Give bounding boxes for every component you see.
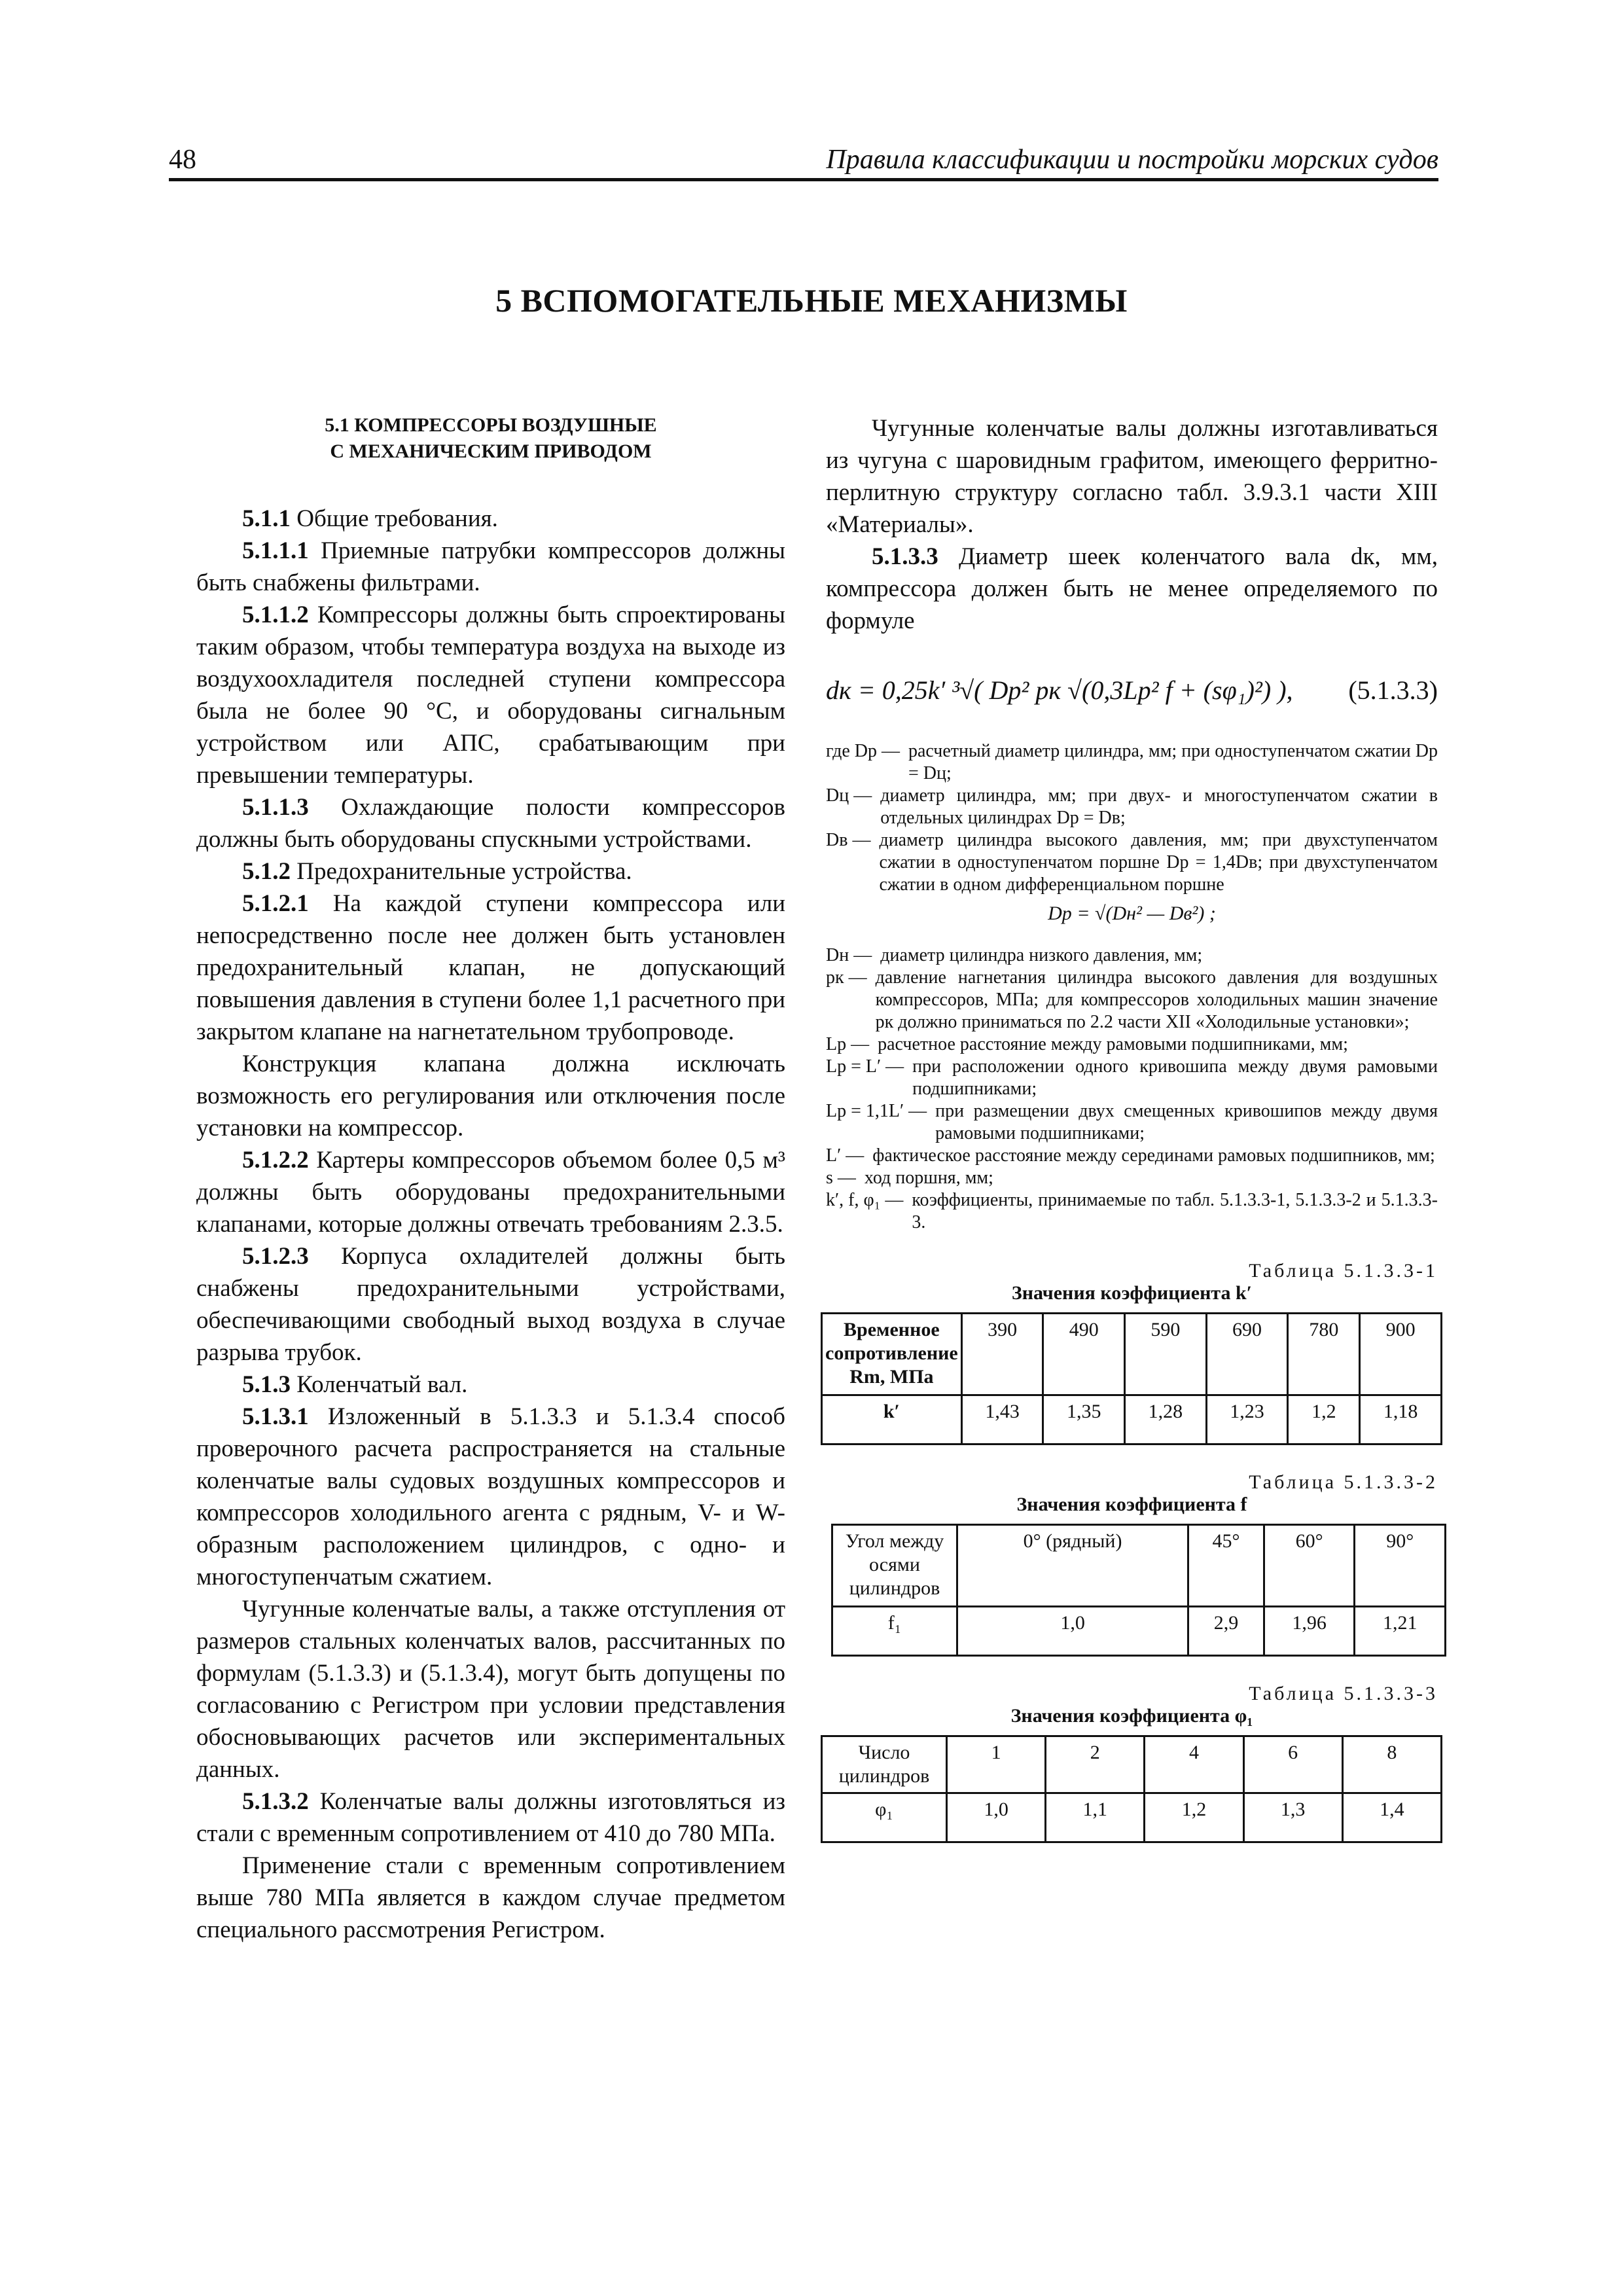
definition-symbol: Dв — [826,830,876,850]
paragraph-text: Корпуса охладителей должны быть снабжены предохранительными устройствами, обеспечивающими свободный выход воздуха в случае разрыва трубок. [196,1243,785,1366]
clause-number: 5.1.2 [242,858,291,885]
table-cell: 1,2 [1145,1793,1243,1842]
chapter-title: 5 ВСПОМОГАТЕЛЬНЫЕ МЕХАНИЗМЫ [495,282,1128,319]
paragraph [196,1785,785,1850]
paragraph [196,1144,785,1240]
table-cell: 2,9 [1188,1607,1264,1656]
table-cell: 1,96 [1264,1607,1355,1656]
definition-text: при размещении двух смещенных кривошипов между двумя рамовыми подшипниками; [935,1101,1438,1143]
paragraph [196,1850,785,1946]
definition-symbol: Lр = 1,1L′ — [826,1101,932,1121]
definition-item [826,785,1438,829]
right-body [826,412,1438,637]
paragraph [196,1593,785,1785]
clause-number: 5.1.3.1 [242,1403,309,1430]
definition-item [826,967,1438,1033]
definition-symbol: Dн — [826,945,877,965]
table-row [822,1793,1442,1842]
formula-expression: dк = 0,25k′ ³√( Dр² pк √(0,3Lр² f + (sφ₁)²) ), [826,675,1293,705]
paragraph [196,599,785,791]
paragraph-text: Коленчатые валы должны изготовляться из стали с временным сопротивлением от 410 до 780 МПа. [196,1788,785,1847]
table-label: Таблица 5.1.3.3-3 [1249,1683,1438,1704]
definition-symbol: Lр = L′ — [826,1056,909,1077]
definition-text: диаметр цилиндра низкого давления, мм; [880,945,1203,965]
definition-item [826,1056,1438,1100]
table-cell: 1,18 [1360,1395,1442,1444]
paragraph-text: Чугунные коленчатые валы должны изготавливаться из чугуна с шаровидным графитом, имеющего ферритно-перлитную структуру согласно табл. 3.9.3.1 части XIII «Материалы». [826,415,1438,538]
table-5-1-3-3-3 [826,1683,1438,1843]
coefficient-table [821,1735,1442,1843]
formula-number: (5.1.3.3) [1348,675,1438,705]
table-row-header: φ₁ [822,1793,947,1842]
table-cell: 900 [1360,1314,1442,1395]
paragraph-text: Общие требования. [291,505,498,532]
table-cell: 490 [1043,1314,1125,1395]
table-cell: 1,43 [961,1395,1043,1444]
definition-item [826,1167,1438,1189]
clause-number: 5.1.2.2 [242,1147,309,1174]
definition-symbol: где Dр — [826,741,904,761]
section-heading [196,412,785,465]
table-row-header: f₁ [832,1607,957,1656]
table-cell: 8 [1342,1736,1441,1793]
definition-text: диаметр цилиндра высокого давления, мм; при двухступенчатом сжатии в одноступенчатом поршне Dр = 1,4Dв; при двухступенчатом сжатии в одном дифференциальном поршне [879,830,1438,895]
definition-text: ход поршня, мм; [864,1168,993,1188]
definition-item [826,944,1438,967]
definition-item [826,1145,1438,1167]
table-cell: 1 [947,1736,1046,1793]
table-row-header: Число цилиндров [822,1736,947,1793]
definition-text: расчетный диаметр цилиндра, мм; при одноступенчатом сжатии Dр = Dц; [908,741,1438,783]
paragraph-text: Коленчатый вал. [291,1371,468,1398]
table-cell: 4 [1145,1736,1243,1793]
paragraph [826,412,1438,541]
table-row [822,1395,1442,1444]
table-cell: 45° [1188,1525,1264,1607]
clause-number: 5.1.2.3 [242,1243,309,1270]
definition-symbol: L′ — [826,1145,869,1166]
table-row-header: k′ [822,1395,962,1444]
table-cell: 1,23 [1206,1395,1288,1444]
table-cell: 390 [961,1314,1043,1395]
paragraph-text: Чугунные коленчатые валы, а также отступления от размеров стальных коленчатых валов, рассчитанных по формулам (5.1.3.3) и (5.1.3.4), могут быть допущены по согласованию с Регистром при условии представления обосновывающих расчетов или экспериментальных данных. [196,1596,785,1783]
left-body [196,503,785,1946]
paragraph-text: Изложенный в 5.1.3.3 и 5.1.3.4 способ проверочного расчета распространяется на стальные коленчатые валы судовых воздушных компрессоров и компрессоров холодильного агента с рядным, V- и W-образным расположением цилиндров, с одно- и многоступенчатым сжатием. [196,1403,785,1590]
paragraph [826,541,1438,637]
definition-text: фактическое расстояние между серединами рамовых подшипников, мм; [872,1145,1435,1166]
paragraph-text: На каждой ступени компрессора или непосредственно после нее должен быть установлен предохранительный клапан, не допускающий повышения давления в ступени более 1,1 расчетного при закрытом клапане на нагнетательном трубопроводе. [196,890,785,1045]
section-heading-line-1: 5.1 КОМПРЕССОРЫ ВОЗДУШНЫЕ [325,414,657,436]
table-cell: 1,4 [1342,1793,1441,1842]
paragraph-text: Компрессоры должны быть спроектированы таким образом, чтобы температура воздуха на выходе из воздухоохладителя последней ступени компрессора была не более 90 °С, и оборудованы сигнальным устройством или АПС, срабатывающим при превышении температуры. [196,601,785,789]
coefficient-table [821,1312,1442,1445]
paragraph [196,1240,785,1369]
definition-item [826,1189,1438,1234]
table-cell: 0° (рядный) [957,1525,1188,1607]
paragraph [196,791,785,855]
where-formula: Dр = √(Dн² — Dв²) ; [1048,903,1216,924]
table-row-header: Угол между осями цилиндров [832,1525,957,1607]
paragraph [196,535,785,599]
paragraph [196,503,785,535]
table-label: Таблица 5.1.3.3-1 [1249,1260,1438,1282]
definition-text: расчетное расстояние между рамовыми подшипниками, мм; [878,1034,1348,1054]
paragraph [196,855,785,888]
paragraph-text: Конструкция клапана должна исключать возможность его регулирования или отключения после установки на компрессор. [196,1050,785,1141]
clause-number: 5.1.3 [242,1371,291,1398]
clause-number: 5.1.3.3 [872,543,938,570]
table-cell: 590 [1125,1314,1207,1395]
paragraph-text: Диаметр шеек коленчатого вала dк, мм, компрессора должен быть не менее определяемого по формуле [826,543,1438,634]
paragraph [196,888,785,1048]
where-list-part-2 [826,944,1438,1234]
table-row-header: Временное сопротивление Rm, МПа [822,1314,962,1395]
paragraph-text: Охлаждающие полости компрессоров должны быть оборудованы спускными устройствами. [196,794,785,853]
table-header-row [832,1525,1446,1607]
table-label: Таблица 5.1.3.3-2 [1249,1471,1438,1493]
table-cell: 90° [1355,1525,1446,1607]
definition-text: давление нагнетания цилиндра высокого давления для воздушных компрессоров, МПа; для компрессоров холодильных машин значение pк должно приниматься по 2.2 части XII «Холодильные установки»; [875,967,1438,1032]
page-number: 48 [169,145,196,175]
clause-number: 5.1.3.2 [242,1788,309,1815]
formula-5-1-3-3 [826,656,1438,728]
table-header-row [822,1736,1442,1793]
definition-symbol: pк — [826,967,872,988]
definition-text: коэффициенты, принимаемые по табл. 5.1.3.3-1, 5.1.3.3-2 и 5.1.3.3-3. [912,1190,1438,1232]
table-cell: 1,35 [1043,1395,1125,1444]
table-cell: 60° [1264,1525,1355,1607]
clause-number: 5.1.1.3 [242,794,309,821]
clause-number: 5.1.1.1 [242,537,309,564]
running-title: Правила классификации и постройки морских судов [826,145,1438,175]
paragraph [196,1048,785,1144]
where-list [826,740,1438,1234]
table-caption: Значения коэффициента φ₁ [1010,1705,1253,1727]
table-cell: 1,2 [1288,1395,1360,1444]
table-caption: Значения коэффициента k′ [1011,1282,1253,1304]
table-cell: 6 [1243,1736,1342,1793]
definition-text: при расположении одного кривошипа между двумя рамовыми подшипниками; [912,1056,1438,1099]
table-cell: 1,0 [947,1793,1046,1842]
definition-symbol: Lр — [826,1034,874,1054]
definition-item [826,740,1438,785]
definition-symbol: k′, f, φ₁ — [826,1190,908,1210]
definition-symbol: s — [826,1168,861,1188]
table-row [832,1607,1446,1656]
definition-item [826,1033,1438,1056]
header-rule [169,178,1438,181]
paragraph [196,1369,785,1401]
paragraph-text: Приемные патрубки компрессоров должны быть снабжены фильтрами. [196,537,785,596]
table-cell: 2 [1046,1736,1145,1793]
table-cell: 1,3 [1243,1793,1342,1842]
clause-number: 5.1.1.2 [242,601,309,628]
paragraph-text: Картеры компрессоров объемом более 0,5 м³ должны быть оборудованы предохранительными клапанами, которые должны отвечать требованиям 2.3.5. [196,1147,785,1238]
paragraph-text: Применение стали с временным сопротивлением выше 780 МПа является в каждом случае предметом специального рассмотрения Регистром. [196,1852,785,1943]
where-list-part-1 [826,740,1438,896]
clause-number: 5.1.1 [242,505,291,532]
table-cell: 690 [1206,1314,1288,1395]
table-cell: 780 [1288,1314,1360,1395]
left-column [196,412,785,1946]
paragraph-text: Предохранительные устройства. [291,858,632,885]
table-cell: 1,21 [1355,1607,1446,1656]
table-5-1-3-3-1 [826,1260,1438,1445]
definition-text: диаметр цилиндра, мм; при двух- и многоступенчатом сжатии в отдельных цилиндрах Dр = Dв; [880,785,1438,828]
section-heading-line-2: С МЕХАНИЧЕСКИМ ПРИВОДОМ [330,440,652,462]
right-column [826,412,1438,1843]
table-header-row [822,1314,1442,1395]
table-cell: 1,0 [957,1607,1188,1656]
clause-number: 5.1.2.1 [242,890,309,917]
table-cell: 1,28 [1125,1395,1207,1444]
definition-item [826,1100,1438,1145]
paragraph [196,1401,785,1593]
table-5-1-3-3-2 [826,1471,1438,1657]
table-cell: 1,1 [1046,1793,1145,1842]
definition-symbol: Dц — [826,785,877,806]
definition-item [826,829,1438,896]
coefficient-table [831,1524,1446,1657]
table-caption: Значения коэффициента f [1016,1494,1247,1515]
